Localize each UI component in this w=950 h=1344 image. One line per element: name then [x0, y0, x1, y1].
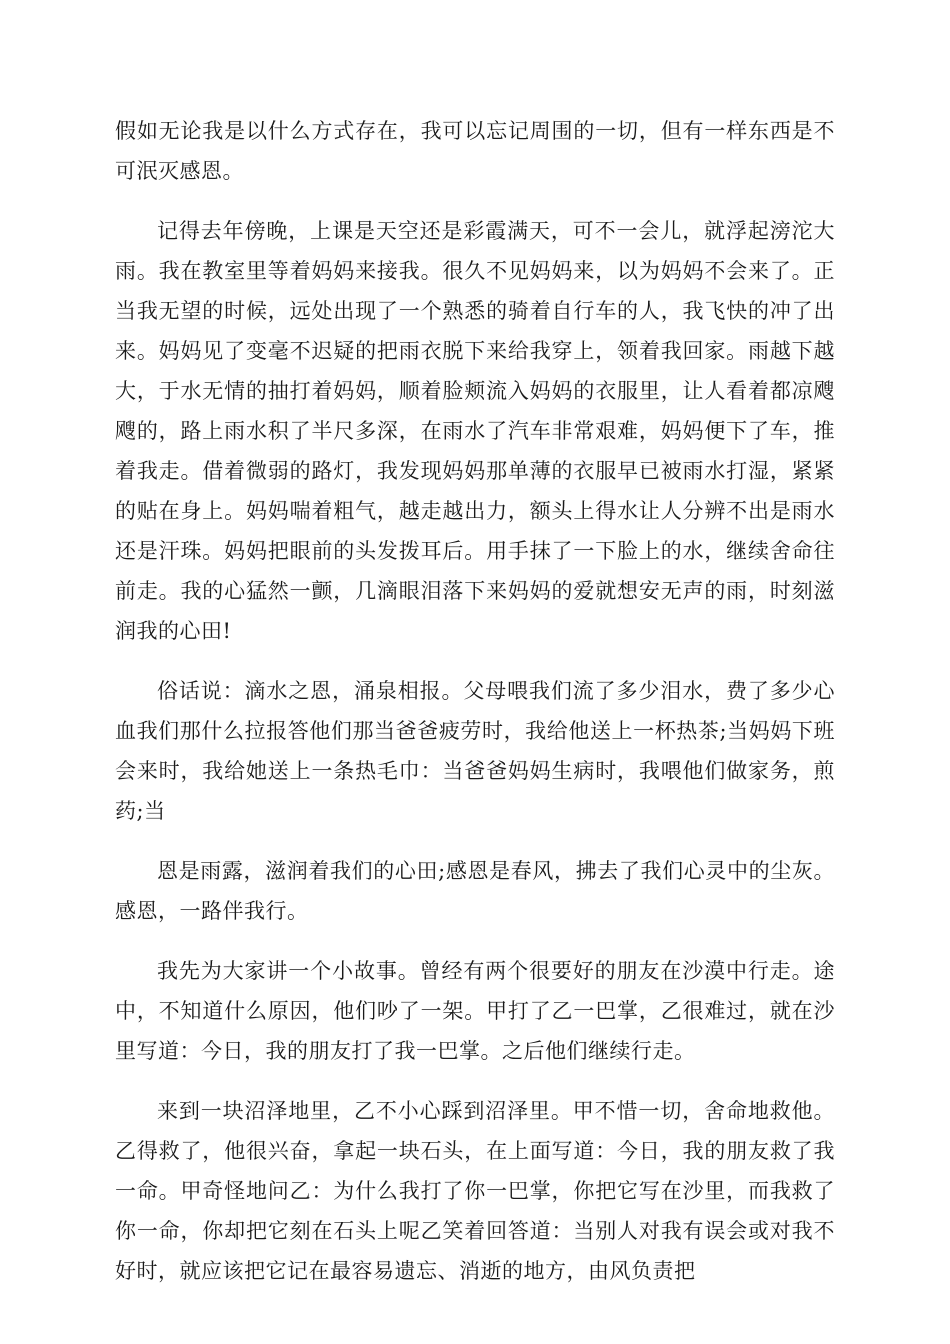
- paragraph: 假如无论我是以什么方式存在，我可以忘记周围的一切，但有一样东西是不可泯灭感恩。: [115, 119, 835, 183]
- paragraph: 记得去年傍晚，上课是天空还是彩霞满天，可不一会儿，就浮起滂沱大雨。我在教室里等着妈妈来接我。很久不见妈妈来，以为妈妈不会来了。正当我无望的时候，远处出现了一个熟悉的骑着自行车的人，我飞快的冲了出来。妈妈见了变毫不迟疑的把雨衣脱下来给我穿上，领着我回家。雨越下越大，于水无情的抽打着妈妈，顺着脸颊流入妈妈的衣服里，让人看着都凉飕飕的，路上雨水积了半尺多深，在雨水了汽车非常艰难，妈妈便下了车，推着我走。借着微弱的路灯，我发现妈妈那单薄的衣服早已被雨水打湿，紧紧的贴在身上。妈妈喘着粗气，越走越出力，额头上得水让人分辨不出是雨水还是汗珠。妈妈把眼前的头发拨耳后。用手抹了一下脸上的水，继续舍命往前走。我的心猛然一颤，几滴眼泪落下来妈妈的爱就想安无声的雨，时刻滋润我的心田!: [115, 219, 835, 643]
- paragraph: 俗话说：滴水之恩，涌泉相报。父母喂我们流了多少泪水，费了多少心血我们那什么拉报答他们那当爸爸疲劳时，我给他送上一杯热茶;当妈妈下班会来时，我给她送上一条热毛巾：当爸爸妈妈生病时，我喂他们做家务，煎药;当: [115, 679, 835, 823]
- paragraph: 来到一块沼泽地里，乙不小心踩到沼泽里。甲不惜一切，舍命地救他。乙得救了，他很兴奋，拿起一块石头，在上面写道：今日，我的朋友救了我一命。甲奇怪地问乙：为什么我打了你一巴掌，你把它写在沙里，而我救了你一命，你却把它刻在石头上呢乙笑着回答道：当别人对我有误会或对我不好时，就应该把它记在最容易遗忘、消逝的地方，由风负责把: [115, 1099, 835, 1283]
- paragraph: 我先为大家讲一个小故事。曾经有两个很要好的朋友在沙漠中行走。途中，不知道什么原因，他们吵了一架。甲打了乙一巴掌，乙很难过，就在沙里写道：今日，我的朋友打了我一巴掌。之后他们继续行走。: [115, 959, 835, 1063]
- paragraph: 恩是雨露，滋润着我们的心田;感恩是春风，拂去了我们心灵中的尘灰。感恩，一路伴我行。: [115, 859, 835, 923]
- document-page: [115, 111, 835, 1311]
